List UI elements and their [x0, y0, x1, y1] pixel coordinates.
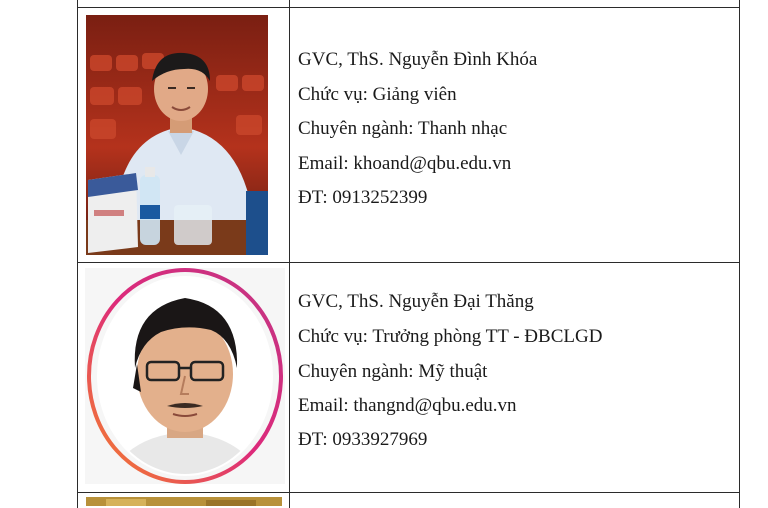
photo-cell [77, 7, 289, 262]
photo-cell [77, 492, 289, 508]
photo-cell [77, 262, 289, 492]
staff-info-cell [298, 7, 740, 262]
portrait-photo-icon [85, 268, 285, 484]
staff-phone: ĐT: 0913252399 [298, 187, 428, 208]
staff-major: Chuyên ngành: Thanh nhạc [298, 118, 508, 139]
staff-position: Chức vụ: Giảng viên [298, 84, 457, 105]
staff-info-cell [298, 262, 740, 492]
staff-phone: ĐT: 0933927969 [298, 429, 428, 450]
staff-title-name: GVC, ThS. Nguyễn Đại Thăng [298, 291, 534, 312]
table-row [77, 262, 740, 492]
staff-position: Chức vụ: Trưởng phòng TT - ĐBCLGD [298, 326, 603, 347]
staff-email: Email: khoand@qbu.edu.vn [298, 153, 512, 174]
staff-title-name: GVC, ThS. Nguyễn Đình Khóa [298, 49, 538, 70]
staff-email: Email: thangnd@qbu.edu.vn [298, 395, 517, 416]
table-row [77, 492, 740, 508]
portrait-photo-icon [86, 496, 282, 506]
table-row [77, 7, 740, 262]
portrait-photo-icon [86, 15, 268, 255]
staff-major: Chuyên ngành: Mỹ thuật [298, 361, 488, 382]
